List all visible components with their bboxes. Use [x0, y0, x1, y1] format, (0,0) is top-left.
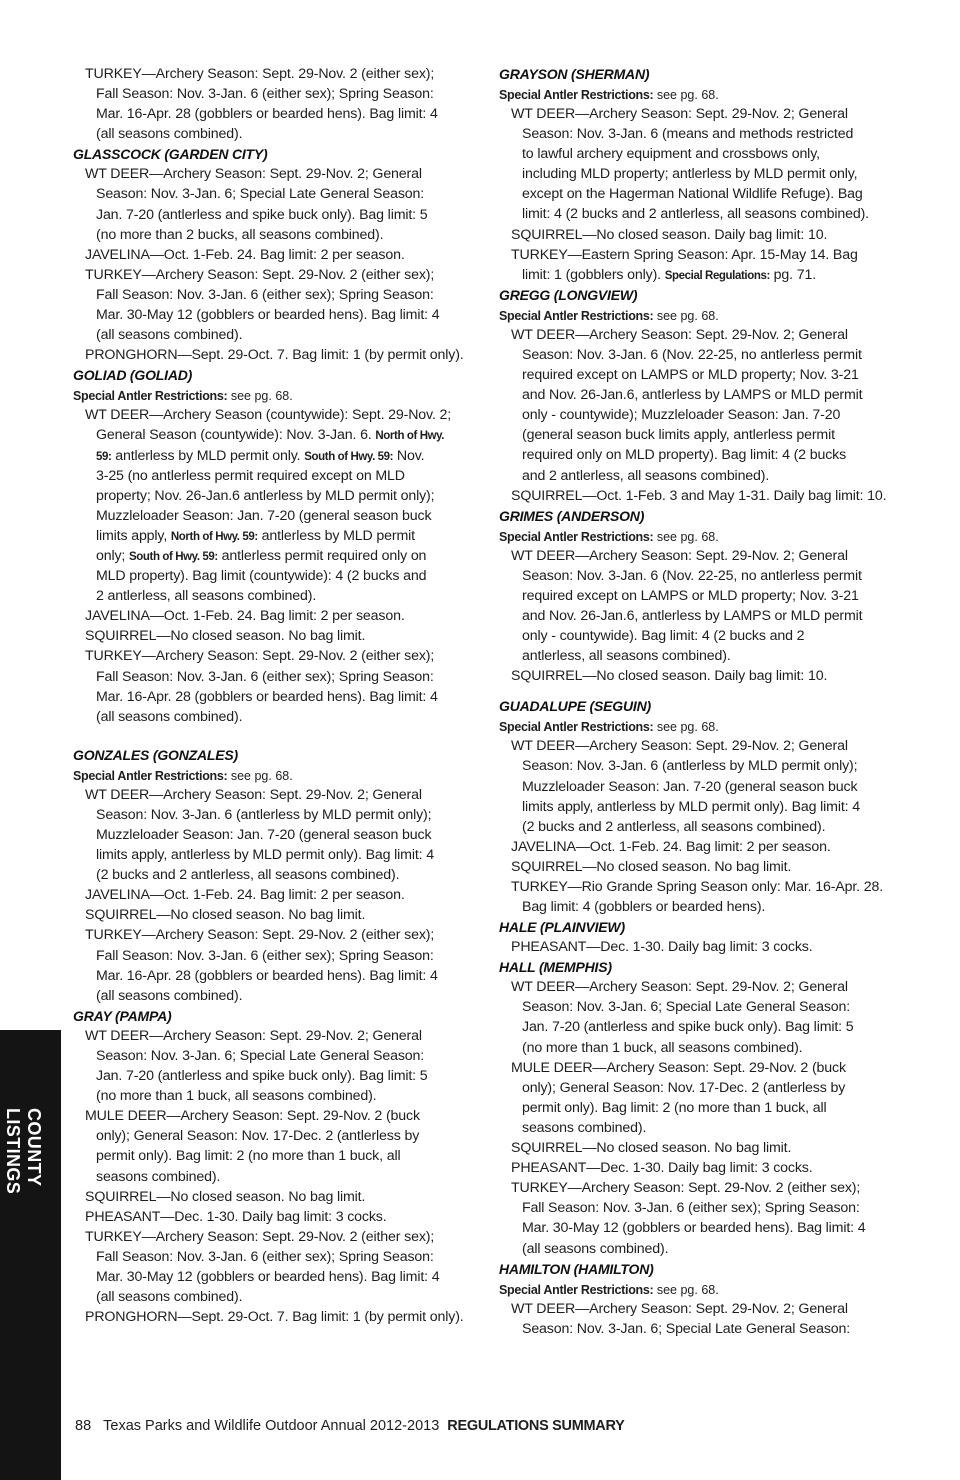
regulation-line: SQUIRREL—Oct. 1-Feb. 3 and May 1-31. Daily bag limit: 10. [511, 487, 887, 504]
regulation-line-continued: (no more than 2 bucks, all seasons combined). [96, 226, 384, 243]
regulation-line-continued: Fall Season: Nov. 3-Jan. 6 (either sex); Spring Season: [96, 668, 434, 685]
regulation-line-continued: including MLD property; antlerless by MLD permit only, [522, 166, 858, 183]
antler-restrictions-label: Special Antler Restrictions: [73, 389, 228, 404]
regulation-line: WT DEER—Archery Season: Sept. 29-Nov. 2; General [511, 738, 848, 755]
regulation-line-continued: Mar. 16-Apr. 28 (gobblers or bearded hens). Bag limit: 4 [96, 106, 438, 123]
regulation-line-continued: seasons combined). [522, 1119, 647, 1136]
regulation-line-continued: Mar. 16-Apr. 28 (gobblers or bearded hens). Bag limit: 4 [96, 688, 438, 705]
regulation-line-continued: Muzzleloader Season: Jan. 7-20 (general season buck [522, 778, 858, 795]
county-heading: GONZALES (GONZALES) [73, 746, 238, 763]
inline-text: antlerless by MLD permit only. [111, 447, 305, 464]
regulation-line-continued: Jan. 7-20 (antlerless and spike buck only). Bag limit: 5 [522, 1019, 854, 1036]
county-heading: GLASSCOCK (GARDEN CITY) [73, 146, 268, 163]
regulation-line: TURKEY—Archery Season: Sept. 29-Nov. 2 (either sex); [85, 648, 435, 665]
regulation-line-continued [73, 526, 481, 546]
regulation-line-continued: only - countywide). Bag limit: 4 (2 bucks and 2 [522, 628, 805, 645]
regulation-line: TURKEY—Archery Season: Sept. 29-Nov. 2 (either sex); [85, 266, 435, 283]
regulation-line: SQUIRREL—No closed season. No bag limit. [85, 907, 366, 924]
antler-restrictions-ref: see pg. 68. [227, 389, 293, 404]
regulation-line-continued: Muzzleloader Season: Jan. 7-20 (general season buck [96, 507, 432, 524]
county-heading: GRAYSON (SHERMAN) [499, 66, 650, 82]
regulation-line-continued: (no more than 1 buck, all seasons combined). [96, 1088, 377, 1105]
county-goliad [73, 365, 481, 727]
regulation-line: SQUIRREL—No closed season. Daily bag limit: 10. [511, 226, 828, 243]
inline-bold-label: North of Hwy. 59: [170, 530, 258, 543]
page-footer [75, 1416, 624, 1436]
regulation-line-continued: and Nov. 26-Jan.6, antlerless by LAMPS or MLD permit [522, 387, 863, 404]
regulation-line-continued: 3-25 (no antlerless permit required except on MLD [96, 467, 405, 484]
regulation-line: JAVELINA—Oct. 1-Feb. 24. Bag limit: 2 per season. [85, 608, 405, 625]
regulation-line-continued: Mar. 30-May 12 (gobblers or bearded hens). Bag limit: 4 [96, 1268, 440, 1285]
county-grimes [499, 506, 909, 687]
regulation-line-continued: (no more than 1 buck, all seasons combined). [522, 1039, 803, 1056]
antler-restrictions-label: Special Antler Restrictions: [73, 768, 228, 783]
regulation-line-continued: Mar. 30-May 12 (gobblers or bearded hens). Bag limit: 4 [522, 1220, 866, 1237]
county-gregg [499, 285, 909, 506]
antler-restrictions-ref: see pg. 68. [653, 308, 719, 323]
regulation-line-continued: limits apply, antlerless by MLD permit only). Bag limit: 4 [96, 847, 434, 864]
regulation-line-continued [73, 546, 481, 566]
regulation-line: WT DEER—Archery Season: Sept. 29-Nov. 2; General [511, 326, 848, 343]
antler-restrictions-note [499, 307, 909, 325]
regulation-line-continued: except on the Hagerman National Wildlife Refuge). Bag [522, 186, 863, 203]
regulation-line-continued: only); General Season: Nov. 17-Dec. 2 (antlerless by [522, 1079, 846, 1096]
county-hamilton [499, 1259, 909, 1339]
regulation-line-continued: Mar. 30-May 12 (gobblers or bearded hens). Bag limit: 4 [96, 307, 440, 324]
antler-restrictions-note [499, 86, 909, 104]
county-heading: GRIMES (ANDERSON) [499, 507, 645, 524]
regulation-line-continued: Jan. 7-20 (antlerless and spike buck only). Bag limit: 5 [96, 206, 428, 223]
county-gray [73, 1006, 481, 1327]
regulation-line-continued: Season: Nov. 3-Jan. 6; Special Late General Season: [522, 1320, 851, 1337]
regulation-line-continued: limit: 4 (2 bucks and 2 antlerless, all seasons combined). [522, 206, 869, 223]
regulation-line: WT DEER—Archery Season: Sept. 29-Nov. 2; General [85, 166, 422, 183]
regulation-line-continued: (all seasons combined). [522, 1240, 669, 1257]
county-heading: HAMILTON (HAMILTON) [499, 1260, 654, 1277]
inline-bold-label: Special Regulations: [664, 269, 770, 282]
regulation-line-continued: (2 bucks and 2 antlerless, all seasons combined). [522, 818, 826, 835]
inline-text: antlerless by MLD permit [257, 527, 415, 544]
county-guadalupe [499, 696, 909, 917]
regulation-line: SQUIRREL—No closed season. No bag limit. [85, 1188, 366, 1205]
county-heading: GOLIAD (GOLIAD) [73, 367, 193, 384]
regulation-line-continued: and Nov. 26-Jan.6, antlerless by LAMPS or MLD permit [522, 607, 863, 624]
antler-restrictions-ref: see pg. 68. [653, 720, 719, 735]
regulation-line: WT DEER—Archery Season: Sept. 29-Nov. 2; General [511, 979, 848, 996]
regulation-line-continued [499, 265, 909, 285]
county-heading: GUADALUPE (SEGUIN) [499, 698, 651, 715]
county-continued [73, 64, 481, 144]
county-heading: HALE (PLAINVIEW) [499, 919, 625, 936]
regulation-line: WT DEER—Archery Season: Sept. 29-Nov. 2; General [511, 106, 848, 122]
antler-restrictions-note [499, 718, 909, 736]
regulation-line-continued: Fall Season: Nov. 3-Jan. 6 (either sex); Spring Season: [96, 1248, 434, 1265]
inline-text: Nov. [393, 447, 425, 464]
regulation-line-continued: required except on LAMPS or MLD property; Nov. 3-21 [522, 587, 859, 604]
section-title: REGULATIONS SUMMARY [447, 1418, 625, 1434]
regulation-line: WT DEER—Archery Season: Sept. 29-Nov. 2; General [85, 786, 422, 803]
regulation-line-continued: to lawful archery equipment and crossbows only, [522, 146, 820, 163]
regulation-line-continued: (all seasons combined). [96, 708, 243, 725]
regulation-line: PHEASANT—Dec. 1-30. Daily bag limit: 3 cocks. [511, 1160, 813, 1177]
inline-text: limits apply, [96, 527, 171, 544]
regulation-line-continued: (2 bucks and 2 antlerless, all seasons combined). [96, 867, 400, 884]
regulation-line-continued: antlerless, all seasons combined). [522, 648, 731, 665]
regulation-line-continued: MLD property). Bag limit (countywide): 4 (2 bucks and [96, 568, 427, 585]
regulation-line-continued: only); General Season: Nov. 17-Dec. 2 (antlerless by [96, 1128, 420, 1145]
antler-restrictions-note [73, 767, 481, 785]
antler-restrictions-ref: see pg. 68. [653, 88, 719, 102]
regulation-line: WT DEER—Archery Season: Sept. 29-Nov. 2; General [85, 1027, 422, 1044]
regulation-line: JAVELINA—Oct. 1-Feb. 24. Bag limit: 2 per season. [85, 887, 405, 904]
county-grayson [499, 64, 909, 285]
regulation-line-continued: Fall Season: Nov. 3-Jan. 6 (either sex); Spring Season: [96, 947, 434, 964]
antler-restrictions-label: Special Antler Restrictions: [499, 720, 654, 735]
regulation-line-continued: seasons combined). [96, 1168, 221, 1185]
regulation-line-continued: Bag limit: 4 (gobblers or bearded hens). [522, 899, 766, 916]
antler-restrictions-label: Special Antler Restrictions: [499, 1282, 654, 1297]
regulation-line: WT DEER—Archery Season (countywide): Sept. 29-Nov. 2; [85, 407, 452, 424]
regulation-line-continued: (general season buck limits apply, antlerless permit [522, 427, 835, 444]
antler-restrictions-ref: see pg. 68. [653, 1282, 719, 1297]
regulation-line-continued: required only on MLD property). Bag limit: 4 (2 bucks [522, 447, 847, 464]
antler-restrictions-label: Special Antler Restrictions: [499, 529, 654, 544]
regulation-line-continued: Season: Nov. 3-Jan. 6; Special Late General Season: [96, 186, 425, 203]
antler-restrictions-ref: see pg. 68. [227, 768, 293, 783]
regulation-line-continued: Season: Nov. 3-Jan. 6 (means and methods restricted [522, 126, 854, 143]
side-tab-label: COUNTY LISTINGS [3, 1108, 44, 1195]
inline-bold-label: North of Hwy. [375, 430, 445, 443]
regulation-line-continued: Season: Nov. 3-Jan. 6 (Nov. 22-25, no antlerless permit [522, 346, 862, 363]
regulation-line: JAVELINA—Oct. 1-Feb. 24. Bag limit: 2 per season. [85, 246, 405, 263]
regulation-line-continued: Fall Season: Nov. 3-Jan. 6 (either sex); Spring Season: [96, 286, 434, 303]
regulation-line-continued: Jan. 7-20 (antlerless and spike buck only). Bag limit: 5 [96, 1068, 428, 1085]
regulation-line-continued: limits apply, antlerless by MLD permit only). Bag limit: 4 [522, 798, 860, 815]
regulation-line-continued: (all seasons combined). [96, 327, 243, 344]
regulation-line-continued: Fall Season: Nov. 3-Jan. 6 (either sex); Spring Season: [522, 1200, 860, 1217]
inline-text: pg. 71. [769, 266, 817, 283]
regulation-line: SQUIRREL—No closed season. No bag limit. [85, 628, 366, 645]
antler-restrictions-ref: see pg. 68. [653, 529, 719, 544]
regulation-line-continued: Mar. 16-Apr. 28 (gobblers or bearded hens). Bag limit: 4 [96, 967, 438, 984]
antler-restrictions-note [499, 1281, 909, 1299]
regulation-line-continued [73, 446, 481, 466]
county-heading: GREGG (LONGVIEW) [499, 286, 638, 303]
regulation-line: TURKEY—Archery Season: Sept. 29-Nov. 2 (either sex); [85, 1228, 435, 1245]
regulation-line: PRONGHORN—Sept. 29-Oct. 7. Bag limit: 1 (by permit only). [85, 1309, 464, 1326]
regulation-line-continued: permit only). Bag limit: 2 (no more than 1 buck, all [96, 1148, 401, 1165]
regulation-line-continued: property; Nov. 26-Jan.6 antlerless by MLD permit only); [96, 487, 435, 504]
left-column [73, 64, 481, 1327]
county-gonzales [73, 745, 481, 1006]
regulation-line-continued: Season: Nov. 3-Jan. 6; Special Late General Season: [522, 999, 851, 1016]
antler-restrictions-label: Special Antler Restrictions: [499, 88, 654, 102]
regulation-line-continued: (all seasons combined). [96, 126, 243, 143]
regulation-line-continued: Season: Nov. 3-Jan. 6 (antlerless by MLD permit only); [96, 806, 432, 823]
antler-restrictions-note [499, 528, 909, 546]
regulation-line-continued: Season: Nov. 3-Jan. 6; Special Late General Season: [96, 1047, 425, 1064]
inline-text: limit: 1 (gobblers only). [522, 266, 665, 283]
regulation-line-continued: (all seasons combined). [96, 987, 243, 1004]
regulation-line-continued [73, 425, 481, 445]
inline-bold-label: South of Hwy. 59: [129, 550, 218, 563]
right-column [499, 64, 909, 1339]
antler-restrictions-note [73, 387, 481, 405]
regulation-line: WT DEER—Archery Season: Sept. 29-Nov. 2; General [511, 547, 848, 564]
regulation-line: TURKEY—Archery Season: Sept. 29-Nov. 2 (either sex); [511, 1180, 861, 1197]
regulation-line: PHEASANT—Dec. 1-30. Daily bag limit: 3 cocks. [511, 939, 813, 956]
inline-text: antlerless permit required only on [217, 547, 427, 564]
regulation-line: TURKEY—Rio Grande Spring Season only: Mar. 16-Apr. 28. [511, 879, 883, 895]
regulation-line-continued: Season: Nov. 3-Jan. 6 (Nov. 22-25, no antlerless permit [522, 567, 862, 584]
regulation-line: SQUIRREL—No closed season. No bag limit. [511, 1140, 792, 1157]
regulation-line-continued: only - countywide); Muzzleloader Season: Jan. 7-20 [522, 407, 841, 424]
regulation-line-continued: required except on LAMPS or MLD property; Nov. 3-21 [522, 367, 859, 384]
regulation-line: MULE DEER—Archery Season: Sept. 29-Nov. 2 (buck [511, 1059, 846, 1076]
regulation-line: JAVELINA—Oct. 1-Feb. 24. Bag limit: 2 per season. [511, 838, 831, 855]
county-heading: GRAY (PAMPA) [73, 1007, 172, 1024]
county-hall [499, 957, 909, 1258]
regulation-line: TURKEY—Eastern Spring Season: Apr. 15-May 14. Bag [511, 246, 858, 263]
regulation-line-continued: Muzzleloader Season: Jan. 7-20 (general season buck [96, 827, 432, 843]
inline-text: only; [96, 547, 130, 564]
regulation-line: TURKEY—Archery Season: Sept. 29-Nov. 2 (either sex); [85, 66, 435, 82]
regulation-line: SQUIRREL—No closed season. Daily bag limit: 10. [511, 668, 828, 685]
page-number: 88 [75, 1418, 92, 1434]
antler-restrictions-label: Special Antler Restrictions: [499, 308, 654, 323]
regulation-line-continued: permit only). Bag limit: 2 (no more than 1 buck, all [522, 1099, 827, 1116]
county-glasscock [73, 144, 481, 365]
regulation-line: PRONGHORN—Sept. 29-Oct. 7. Bag limit: 1 (by permit only). [85, 347, 464, 364]
regulation-line: TURKEY—Archery Season: Sept. 29-Nov. 2 (either sex); [85, 927, 435, 944]
regulation-line-continued: and 2 antlerless, all seasons combined). [522, 467, 770, 484]
inline-bold-label: South of Hwy. 59: [304, 450, 394, 463]
publication-title: Texas Parks and Wildlife Outdoor Annual 2012-2013 [103, 1418, 440, 1434]
regulation-line: WT DEER—Archery Season: Sept. 29-Nov. 2; General [511, 1300, 848, 1317]
regulation-line: SQUIRREL—No closed season. No bag limit. [511, 858, 792, 875]
regulation-line-continued: (all seasons combined). [96, 1289, 243, 1306]
county-heading: HALL (MEMPHIS) [499, 959, 612, 976]
regulation-line-continued: Fall Season: Nov. 3-Jan. 6 (either sex); Spring Season: [96, 86, 434, 103]
regulation-line: PHEASANT—Dec. 1-30. Daily bag limit: 3 cocks. [85, 1208, 387, 1225]
regulation-line: MULE DEER—Archery Season: Sept. 29-Nov. 2 (buck [85, 1108, 420, 1125]
inline-bold-label: 59: [96, 450, 112, 463]
regulation-line-continued: 2 antlerless, all seasons combined). [96, 588, 317, 605]
regulation-line-continued: Season: Nov. 3-Jan. 6 (antlerless by MLD permit only); [522, 758, 858, 775]
inline-text: General Season (countywide): Nov. 3-Jan. 6. [96, 427, 376, 444]
county-hale [499, 917, 909, 957]
